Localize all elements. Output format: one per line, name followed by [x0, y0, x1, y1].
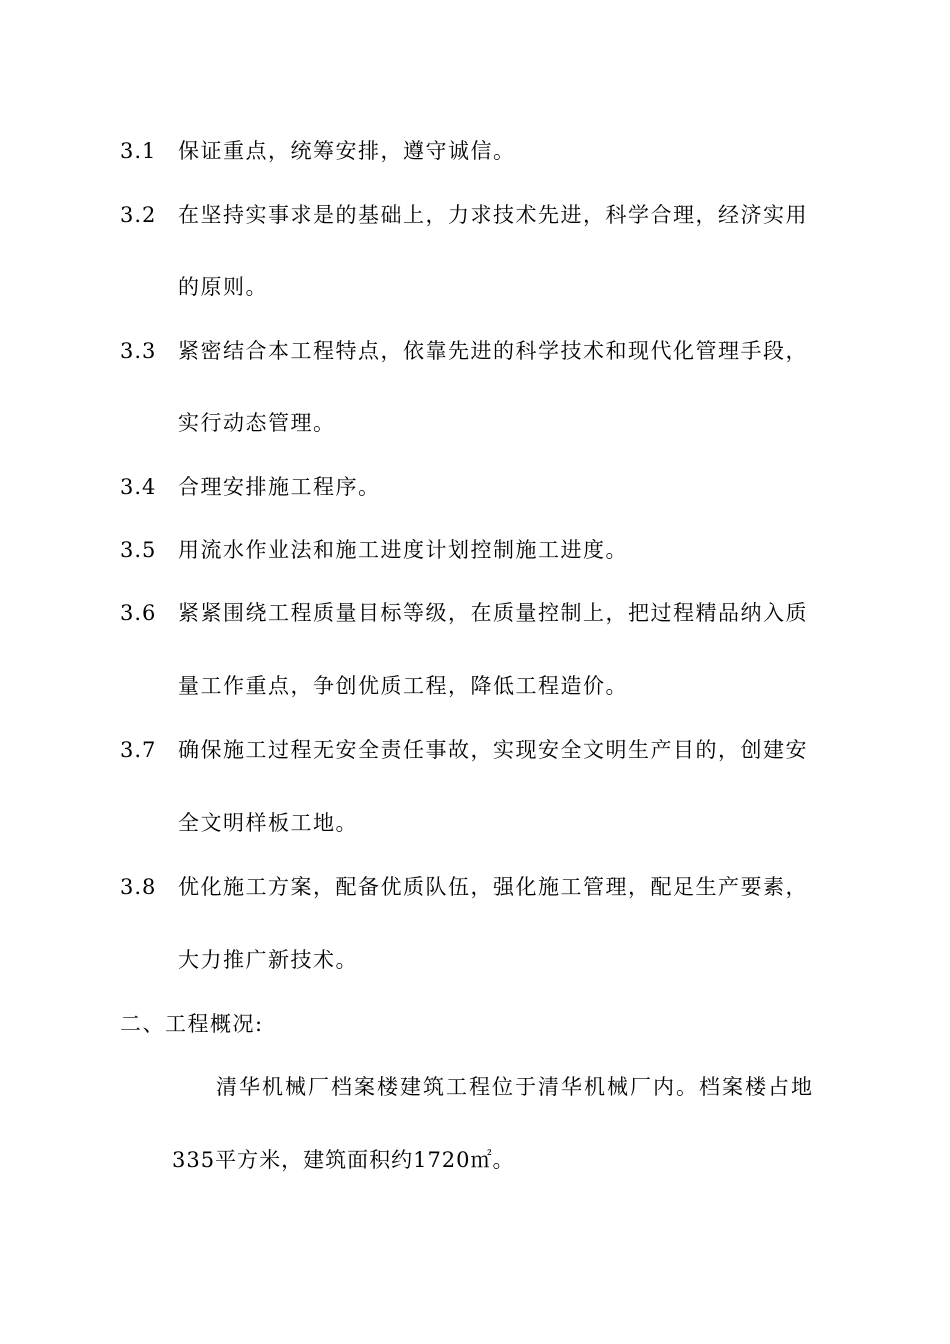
item-text: 紧密结合本工程特点，依靠先进的科学技术和现代化管理手段， [178, 339, 808, 363]
item-text: 在坚持实事求是的基础上，力求技术先进，科学合理，经济实用 [178, 203, 808, 227]
paragraph-line-1: 清华机械厂档案楼建筑工程位于清华机械厂内。档案楼占地 [216, 1075, 814, 1099]
item-number: 3.4 [120, 475, 157, 499]
item-text-continuation: 量工作重点，争创优质工程，降低工程造价。 [178, 674, 628, 698]
item-number: 3.6 [120, 601, 157, 625]
item-text: 保证重点，统筹安排，遵守诚信。 [178, 139, 516, 163]
item-number: 3.7 [120, 738, 157, 762]
paragraph-line-2: 335平方米，建筑面积约1720㎡。 [172, 1148, 515, 1172]
item-text-continuation: 全文明样板工地。 [178, 811, 358, 835]
item-text: 紧紧围绕工程质量目标等级，在质量控制上，把过程精品纳入质 [178, 601, 808, 625]
item-text: 优化施工方案，配备优质队伍，强化施工管理，配足生产要素， [178, 875, 808, 899]
item-number: 3.3 [120, 339, 157, 363]
item-text-continuation: 大力推广新技术。 [178, 948, 358, 972]
item-text-continuation: 的原则。 [178, 275, 268, 299]
section-heading: 二、工程概况: [120, 1012, 264, 1036]
item-text-continuation: 实行动态管理。 [178, 411, 336, 435]
item-number: 3.2 [120, 203, 157, 227]
item-text: 用流水作业法和施工进度计划控制施工进度。 [178, 538, 628, 562]
item-number: 3.1 [120, 139, 157, 163]
item-number: 3.8 [120, 875, 157, 899]
item-text: 确保施工过程无安全责任事故，实现安全文明生产目的，创建安 [178, 738, 808, 762]
item-number: 3.5 [120, 538, 157, 562]
item-text: 合理安排施工程序。 [178, 475, 381, 499]
